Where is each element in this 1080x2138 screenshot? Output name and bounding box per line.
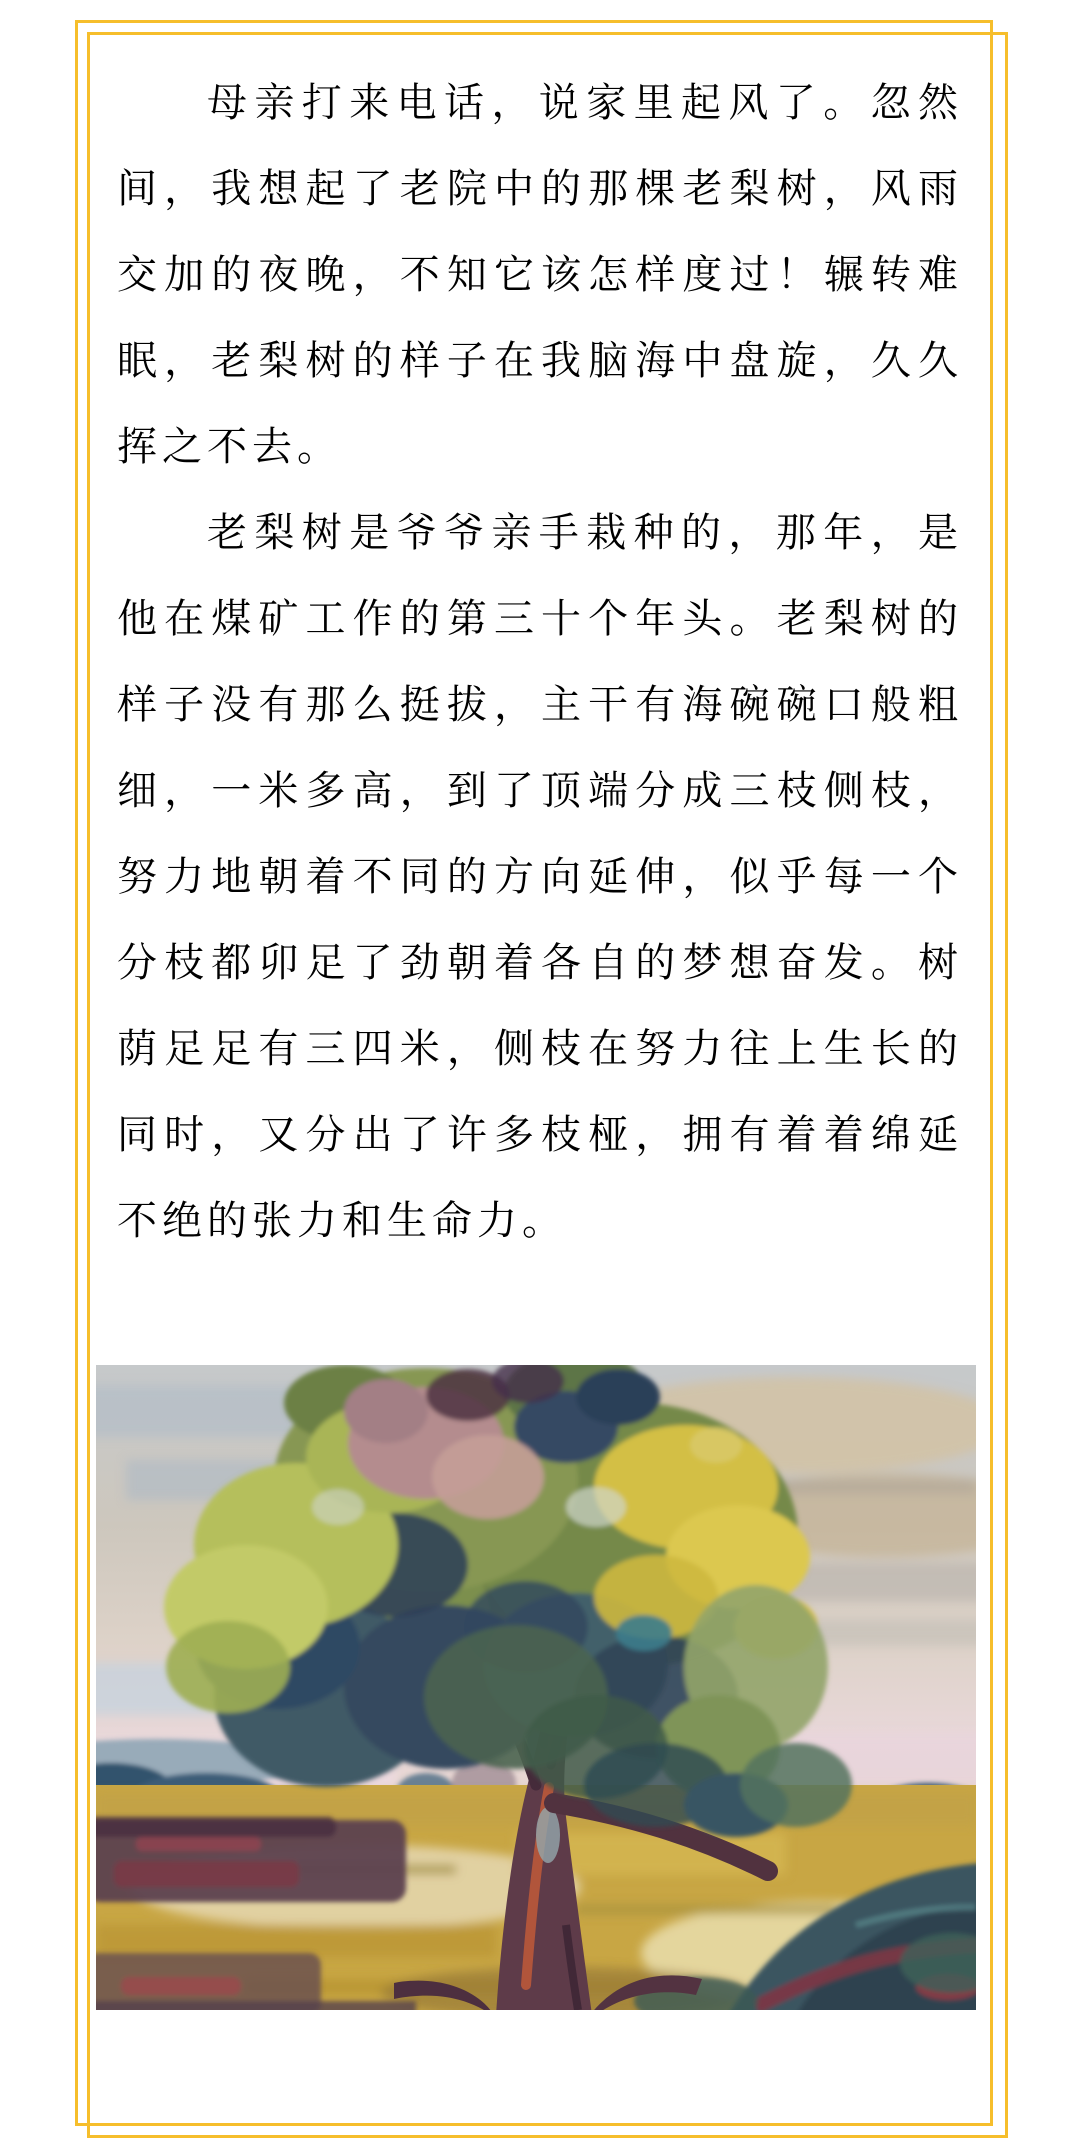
paragraph-1: 母亲打来电话，说家里起风了。忽然间，我想起了老院中的那棵老梨树，风雨交加的夜晚，不知它该怎样度过！辗转难眠，老梨树的样子在我脑海中盘旋，久久挥之不去。 [117,81,963,469]
tree-painting-canvas [96,1365,976,2010]
article-body [117,60,963,1264]
tree-painting-image [96,1365,976,2010]
paragraph-2: 老梨树是爷爷亲手栽种的，那年，是他在煤矿工作的第三十个年头。老梨树的样子没有那么挺拔，主干有海碗碗口般粗细，一米多高，到了顶端分成三枝侧枝，努力地朝着不同的方向延伸，似乎每一个分枝都卯足了劲朝着各自的梦想奋发。树荫足足有三四米，侧枝在努力往上生长的同时，又分出了许多枝桠，拥有着着绵延不绝的张力和生命力。 [117,511,963,1243]
